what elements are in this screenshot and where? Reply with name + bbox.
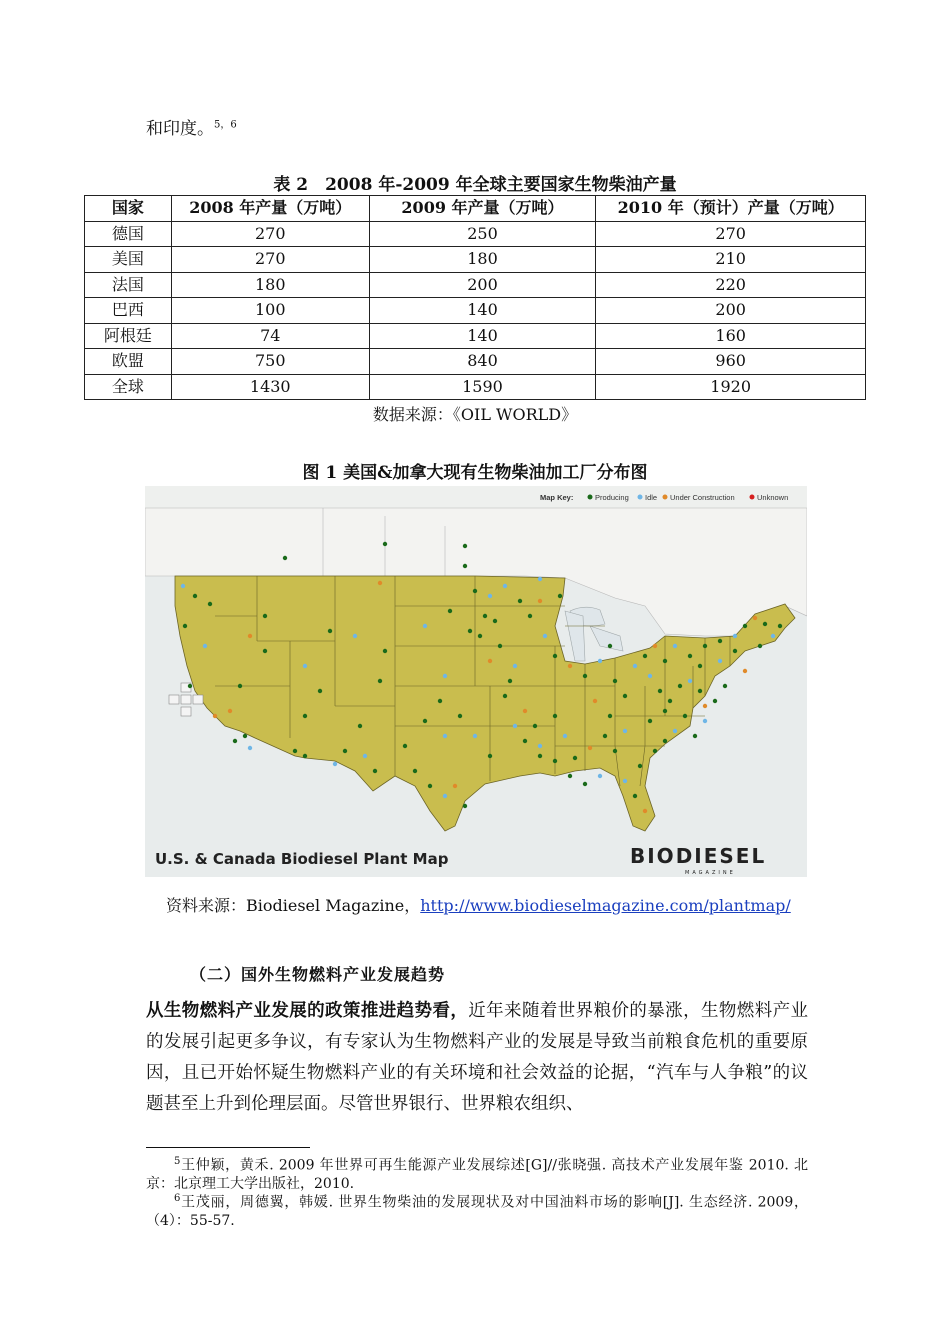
- plant-marker[interactable]: [643, 654, 647, 658]
- map-source: [166, 893, 791, 916]
- plant-marker[interactable]: [293, 749, 297, 753]
- plant-marker[interactable]: [588, 746, 592, 750]
- plant-marker[interactable]: [463, 564, 467, 568]
- cell-2009: 1590: [369, 374, 596, 400]
- plant-marker[interactable]: [668, 699, 672, 703]
- plant-marker[interactable]: [363, 754, 367, 758]
- plant-marker[interactable]: [623, 729, 627, 733]
- plant-marker[interactable]: [183, 624, 187, 628]
- plant-marker[interactable]: [778, 624, 782, 628]
- plant-marker[interactable]: [538, 599, 542, 603]
- footnote-number: 5: [174, 1156, 181, 1167]
- plant-marker[interactable]: [558, 594, 562, 598]
- plant-marker[interactable]: [743, 669, 747, 673]
- plant-marker[interactable]: [303, 714, 307, 718]
- legend-producing: Producing: [595, 493, 629, 502]
- plant-marker[interactable]: [573, 756, 577, 760]
- cell-country: 全球: [85, 374, 172, 400]
- plant-marker[interactable]: [303, 754, 307, 758]
- plant-marker[interactable]: [463, 544, 467, 548]
- table-header-row: [85, 196, 866, 222]
- cell-2010: 220: [596, 272, 866, 298]
- cell-2010: 200: [596, 298, 866, 324]
- plant-marker[interactable]: [378, 581, 382, 585]
- plant-marker[interactable]: [583, 782, 587, 786]
- plant-marker[interactable]: [488, 594, 492, 598]
- header-2009: 2009 年产量（万吨）: [369, 196, 596, 222]
- table-row: [85, 247, 866, 273]
- footnote-number: 6: [174, 1193, 181, 1204]
- plant-marker[interactable]: [638, 764, 642, 768]
- cell-country: 美国: [85, 247, 172, 273]
- plant-marker[interactable]: [503, 694, 507, 698]
- plant-marker[interactable]: [718, 659, 722, 663]
- plant-marker[interactable]: [653, 749, 657, 753]
- plant-marker[interactable]: [248, 746, 252, 750]
- cell-2009: 140: [369, 323, 596, 349]
- plant-marker[interactable]: [718, 639, 722, 643]
- plant-marker[interactable]: [703, 704, 707, 708]
- cell-2010: 1920: [596, 374, 866, 400]
- plant-marker[interactable]: [203, 644, 207, 648]
- plant-marker[interactable]: [468, 629, 472, 633]
- biodiesel-plant-map[interactable]: [145, 486, 807, 877]
- plant-marker[interactable]: [523, 709, 527, 713]
- plant-marker[interactable]: [528, 614, 532, 618]
- plant-marker[interactable]: [673, 644, 677, 648]
- plant-marker[interactable]: [403, 744, 407, 748]
- plant-marker[interactable]: [518, 599, 522, 603]
- zoom-reset-button[interactable]: [181, 695, 191, 704]
- plant-marker[interactable]: [733, 634, 737, 638]
- cell-2008: 180: [171, 272, 369, 298]
- plant-marker[interactable]: [448, 609, 452, 613]
- plant-marker[interactable]: [248, 634, 252, 638]
- plant-marker[interactable]: [383, 542, 387, 546]
- cell-country: 法国: [85, 272, 172, 298]
- plant-marker[interactable]: [378, 679, 382, 683]
- plant-marker[interactable]: [568, 774, 572, 778]
- plant-marker[interactable]: [228, 709, 232, 713]
- legend-unknown-dot: [750, 495, 755, 500]
- plant-marker[interactable]: [613, 749, 617, 753]
- map-title: U.S. & Canada Biodiesel Plant Map: [155, 850, 449, 868]
- plant-marker[interactable]: [263, 649, 267, 653]
- plant-marker[interactable]: [643, 809, 647, 813]
- plant-marker[interactable]: [703, 719, 707, 723]
- plant-marker[interactable]: [771, 634, 775, 638]
- footnote-6: [146, 1190, 808, 1230]
- plant-marker[interactable]: [663, 659, 667, 663]
- plant-marker[interactable]: [383, 649, 387, 653]
- plant-marker[interactable]: [243, 734, 247, 738]
- plant-marker[interactable]: [283, 556, 287, 560]
- plant-marker[interactable]: [473, 734, 477, 738]
- plant-marker[interactable]: [538, 754, 542, 758]
- plant-marker[interactable]: [633, 664, 637, 668]
- plant-marker[interactable]: [493, 619, 497, 623]
- header-2010: 2010 年（预计）产量（万吨）: [596, 196, 866, 222]
- pan-right-button[interactable]: [193, 695, 203, 704]
- cell-2009: 180: [369, 247, 596, 273]
- plant-marker[interactable]: [483, 614, 487, 618]
- plant-marker[interactable]: [713, 699, 717, 703]
- plant-marker[interactable]: [663, 739, 667, 743]
- cell-2008: 270: [171, 221, 369, 247]
- plant-marker[interactable]: [213, 714, 217, 718]
- cell-2009: 200: [369, 272, 596, 298]
- plant-marker[interactable]: [513, 664, 517, 668]
- legend-idle-dot: [638, 495, 643, 500]
- cell-2009: 250: [369, 221, 596, 247]
- plantmap-link[interactable]: http://www.biodieselmagazine.com/plantmap/: [420, 896, 791, 915]
- plant-marker[interactable]: [758, 644, 762, 648]
- plant-marker[interactable]: [498, 644, 502, 648]
- plant-marker[interactable]: [688, 654, 692, 658]
- plant-marker[interactable]: [648, 674, 652, 678]
- cell-2008: 270: [171, 247, 369, 273]
- cell-2010: 960: [596, 349, 866, 375]
- header-country: 国家: [85, 196, 172, 222]
- plant-marker[interactable]: [603, 734, 607, 738]
- plant-marker[interactable]: [538, 577, 542, 581]
- plant-marker[interactable]: [358, 724, 362, 728]
- legend-construction: Under Construction: [670, 493, 735, 502]
- body-paragraph: [146, 996, 808, 1120]
- table-row: [85, 272, 866, 298]
- plant-marker[interactable]: [181, 584, 185, 588]
- figure-caption: 图 1 美国&加拿大现有生物柴油加工厂分布图: [302, 463, 648, 483]
- plant-marker[interactable]: [453, 784, 457, 788]
- table-row: [85, 221, 866, 247]
- plant-marker[interactable]: [563, 734, 567, 738]
- plant-marker[interactable]: [583, 674, 587, 678]
- plant-marker[interactable]: [233, 739, 237, 743]
- header-2008: 2008 年产量（万吨）: [171, 196, 369, 222]
- plant-marker[interactable]: [208, 602, 212, 606]
- plant-marker[interactable]: [648, 719, 652, 723]
- map-source-label: 资料来源：Biodiesel Magazine，: [166, 896, 421, 915]
- plant-marker[interactable]: [443, 794, 447, 798]
- plant-marker[interactable]: [753, 616, 757, 620]
- pan-down-button[interactable]: [181, 707, 191, 716]
- plant-marker[interactable]: [568, 664, 572, 668]
- cell-country: 巴西: [85, 298, 172, 324]
- plant-marker[interactable]: [553, 654, 557, 658]
- plant-marker[interactable]: [608, 714, 612, 718]
- plant-marker[interactable]: [598, 659, 602, 663]
- plant-marker[interactable]: [513, 724, 517, 728]
- plant-marker[interactable]: [523, 739, 527, 743]
- cell-2010: 270: [596, 221, 866, 247]
- cell-country: 阿根廷: [85, 323, 172, 349]
- plant-marker[interactable]: [508, 679, 512, 683]
- pan-left-button[interactable]: [169, 695, 179, 704]
- plant-marker[interactable]: [623, 694, 627, 698]
- footnote-5: [146, 1153, 808, 1193]
- table-source: 数据来源：《OIL WORLD》: [372, 405, 578, 424]
- plant-marker[interactable]: [353, 634, 357, 638]
- paragraph-lead: 从生物燃料产业发展的政策推进趋势看，: [146, 1001, 469, 1021]
- table-row: [85, 349, 866, 375]
- plant-marker[interactable]: [688, 679, 692, 683]
- plant-marker[interactable]: [693, 734, 697, 738]
- footnote-rule: [146, 1147, 310, 1148]
- table-caption: 表 2 2008 年-2009 年全球主要国家生物柴油产量: [273, 175, 677, 195]
- plant-marker[interactable]: [613, 679, 617, 683]
- footnote-text: 王仲颖，黄禾. 2009 年世界可再生能源产业发展综述[G]//张晓强. 高技术产业发展年鉴 2010. 北京：北京理工大学出版社，2010.: [146, 1157, 808, 1192]
- plant-marker[interactable]: [503, 584, 507, 588]
- plant-marker[interactable]: [303, 664, 307, 668]
- cell-2009: 840: [369, 349, 596, 375]
- plant-marker[interactable]: [238, 684, 242, 688]
- cell-2008: 74: [171, 323, 369, 349]
- plant-marker[interactable]: [653, 644, 657, 648]
- legend-construction-dot: [663, 495, 668, 500]
- plant-marker[interactable]: [318, 689, 322, 693]
- plant-marker[interactable]: [658, 689, 662, 693]
- plant-marker[interactable]: [438, 699, 442, 703]
- section-heading: （二）国外生物燃料产业发展趋势: [190, 965, 446, 984]
- production-table: [84, 195, 866, 400]
- intro-footnote-ref[interactable]: 5，6: [214, 119, 237, 131]
- footnote-text: 王茂丽，周德翼，韩媛. 世界生物柴油的发展现状及对中国油料市场的影响[J]. 生态经济. 2009，（4）：55-57.: [146, 1194, 808, 1229]
- cell-2010: 160: [596, 323, 866, 349]
- intro-sentence: 和印度。: [146, 119, 214, 139]
- plant-marker[interactable]: [488, 754, 492, 758]
- plant-marker[interactable]: [698, 689, 702, 693]
- plant-marker[interactable]: [533, 724, 537, 728]
- plant-marker[interactable]: [698, 664, 702, 668]
- paragraph-text: 近年来随着世界粮价的暴涨，生物燃料产业的发展引起更多争议，有专家认为生物燃料产业的发展是导致当前粮食危机的重要原因，且已开始怀疑生物燃料产业的有关环境和社会效益的论据，“汽车与人争粮”的议题甚至上升到伦理层面。尽管世界银行、世界粮农组织、: [146, 1001, 808, 1114]
- cell-2008: 100: [171, 298, 369, 324]
- plant-marker[interactable]: [543, 634, 547, 638]
- plant-marker[interactable]: [263, 614, 267, 618]
- plant-marker[interactable]: [553, 759, 557, 763]
- plant-marker[interactable]: [763, 622, 767, 626]
- magazine-logo-sub: MAGAZINE: [685, 870, 736, 876]
- plant-marker[interactable]: [188, 684, 192, 688]
- plant-marker[interactable]: [443, 734, 447, 738]
- plant-marker[interactable]: [473, 589, 477, 593]
- cell-country: 欧盟: [85, 349, 172, 375]
- cell-2009: 140: [369, 298, 596, 324]
- plant-marker[interactable]: [673, 729, 677, 733]
- plant-marker[interactable]: [488, 659, 492, 663]
- cell-2008: 750: [171, 349, 369, 375]
- table-row: [85, 298, 866, 324]
- plant-marker[interactable]: [733, 649, 737, 653]
- plant-marker[interactable]: [608, 644, 612, 648]
- plant-marker[interactable]: [633, 794, 637, 798]
- plant-marker[interactable]: [458, 714, 462, 718]
- plant-marker[interactable]: [413, 769, 417, 773]
- legend-producing-dot: [588, 495, 593, 500]
- plant-marker[interactable]: [593, 699, 597, 703]
- plant-marker[interactable]: [663, 709, 667, 713]
- plant-marker[interactable]: [193, 594, 197, 598]
- plant-marker[interactable]: [703, 644, 707, 648]
- legend-idle: Idle: [645, 493, 658, 502]
- plant-marker[interactable]: [423, 719, 427, 723]
- table-row: [85, 323, 866, 349]
- cell-2008: 1430: [171, 374, 369, 400]
- biodiesel-logo: BIODIESEL: [630, 844, 767, 868]
- plant-marker[interactable]: [463, 804, 467, 808]
- plant-marker[interactable]: [333, 762, 337, 766]
- plant-marker[interactable]: [443, 674, 447, 678]
- plant-marker[interactable]: [678, 684, 682, 688]
- table-row: [85, 374, 866, 400]
- plant-marker[interactable]: [373, 769, 377, 773]
- plant-marker[interactable]: [343, 749, 347, 753]
- map-legend-label: Map Key:: [540, 493, 574, 502]
- plant-marker[interactable]: [623, 779, 627, 783]
- plant-marker[interactable]: [428, 784, 432, 788]
- cell-2010: 210: [596, 247, 866, 273]
- plant-marker[interactable]: [478, 634, 482, 638]
- cell-country: 德国: [85, 221, 172, 247]
- plant-marker[interactable]: [683, 714, 687, 718]
- intro-text: [146, 114, 237, 139]
- plant-marker[interactable]: [538, 744, 542, 748]
- legend-unknown: Unknown: [757, 493, 789, 502]
- plant-marker[interactable]: [553, 714, 557, 718]
- plant-marker[interactable]: [328, 629, 332, 633]
- plant-marker[interactable]: [598, 774, 602, 778]
- plant-marker[interactable]: [723, 684, 727, 688]
- plant-marker[interactable]: [743, 624, 747, 628]
- plant-marker[interactable]: [423, 624, 427, 628]
